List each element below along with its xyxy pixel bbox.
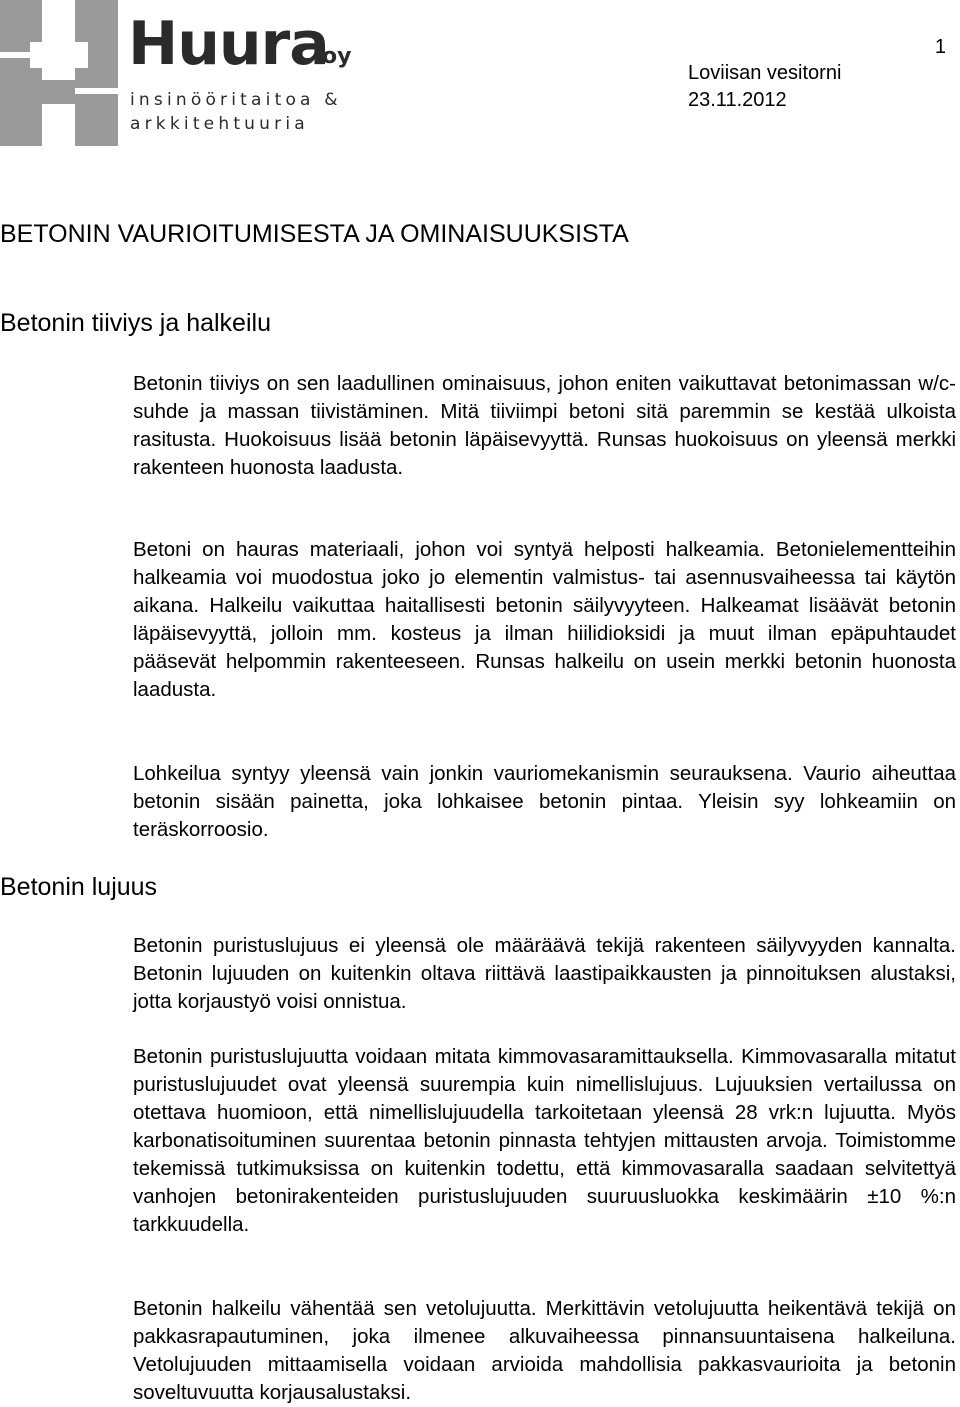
paragraph: Betonin puristuslujuus ei yleensä ole määräävä tekijä rakenteen säilyvyyden kannalta. Betonin lujuuden on kuitenkin oltava riittävä laastipaikkausten ja pinnoituksen alustaksi, jotta korjaustyö voisi onnistua.: [133, 934, 956, 1013]
header-date: 23.11.2012: [688, 89, 787, 111]
logo-tagline-line-2: arkkitehtuuria: [130, 114, 309, 134]
logo-company-name: Huura: [128, 9, 329, 79]
company-logo: [0, 0, 360, 150]
logo-tagline-line-1: insinööritaitoa &: [130, 90, 342, 110]
paragraph: Lohkeilua syntyy yleensä vain jonkin vauriomekanismin seurauksena. Vaurio aiheuttaa betonin sisään painetta, joka lohkaisee betonin pintaa. Yleisin syy lohkeamiin on teräskorroosio.: [133, 762, 956, 841]
paragraph: Betonin puristuslujuutta voidaan mitata kimmovasaramittauksella. Kimmovasaralla mitatut puristuslujuudet ovat yleensä suurempia kuin nimellislujuus. Lujuuksien vertailussa on otettava huomioon, että nimellislujuudella tarkoitetaan yleensä 28 vrk:n lujuutta. Myös karbonatisoituminen suurentaa betonin pinnasta tehtyjen mittausten arvoja. Toimistomme tekemissä tutkimuksissa on kuitenkin todettu, että kimmovasaralla saadaan selvitettyä vanhojen betonirakenteiden puristuslujuuden suuruusluokka keskimäärin ±10 %:n tarkkuudella.: [133, 1045, 956, 1236]
logo-h-mark-icon: [0, 0, 118, 146]
logo-company-suffix: oy: [322, 44, 352, 69]
section-heading-lujuus: Betonin lujuus: [0, 873, 158, 901]
paragraph: Betonin halkeilu vähentää sen vetolujuutta. Merkittävin vetolujuutta heikentävä tekijä on pakkasrapautuminen, joka ilmenee alkuvaiheessa pinnansuuntaisena halkeiluna. Vetolujuuden mittaamisella voidaan arvioida mahdollisia pakkasvaurioita ja betonin soveltuvuutta korjausalustaksi.: [133, 1297, 956, 1404]
header-meta: [688, 60, 841, 114]
section-heading-tiiviys: Betonin tiiviys ja halkeilu: [0, 309, 271, 337]
header-location: Loviisan vesitorni: [688, 62, 842, 84]
paragraph: Betonin tiiviys on sen laadullinen ominaisuus, johon eniten vaikuttavat betonimassan w/c-suhde ja massan tiivistäminen. Mitä tiiviimpi betoni sitä paremmin se kestää ulkoista rasitusta. Huokoisuus lisää betonin läpäisevyyttä. Runsas huokoisuus on yleensä merkki rakenteen huonosta laadusta.: [133, 372, 956, 479]
paragraph: Betoni on hauras materiaali, johon voi syntyä helposti halkeamia. Betonielementteihin halkeamia voi muodostua joko jo elementin valmistus- tai asennusvaiheessa tai käytön aikana. Halkeilu vaikuttaa haitallisesti betonin säilyvyyteen. Halkeamat lisäävät betonin läpäisevyyttä, jolloin mm. kosteus ja ilman hiilidioksidi ja muut ilman epäpuhtaudet pääsevät helpommin rakenteeseen. Runsas halkeilu on usein merkki betonin huonosta laadusta.: [133, 538, 956, 701]
document-title: BETONIN VAURIOITUMISESTA JA OMINAISUUKSISTA: [0, 220, 629, 248]
page-number: 1: [934, 36, 946, 58]
